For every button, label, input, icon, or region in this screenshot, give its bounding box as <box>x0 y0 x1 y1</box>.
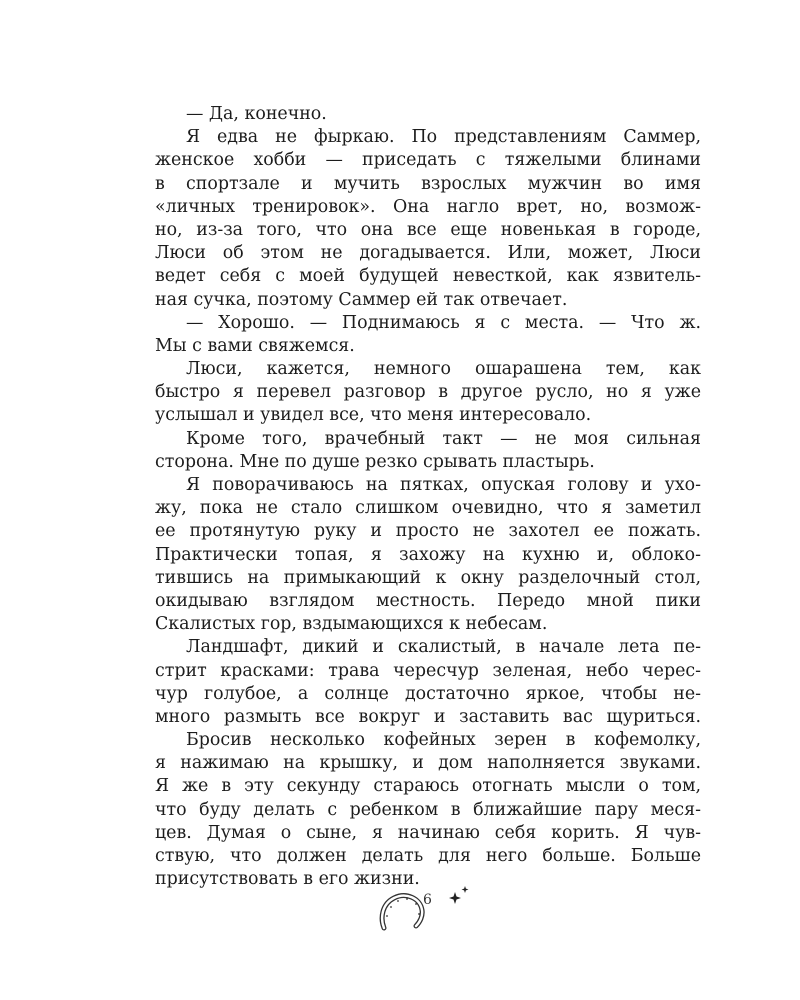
text-line: Я же в эту секунду стараюсь отогнать мысли о том, <box>155 776 701 797</box>
text-line: чур голубое, а солнце достаточно яркое, чтобы не- <box>155 683 701 704</box>
text-line: Скалистых гор, вздымающихся к небесам. <box>155 614 548 635</box>
text-line: Бросив несколько кофейных зерен в кофемолку, <box>186 730 701 751</box>
text-line: Люси, кажется, немного ошарашена тем, как <box>186 359 701 380</box>
text-line: — Да, конечно. <box>186 104 327 124</box>
page-text <box>155 103 701 891</box>
text-line: много размыть все вокруг и заставить вас щуриться. <box>155 706 701 727</box>
text-line: жу, пока не стало слишком очевидно, что я заметил <box>155 498 701 519</box>
text-line: ведет себя с моей будущей невесткой, как язвитель- <box>155 266 701 287</box>
sparkles-icon <box>446 884 474 908</box>
text-line: Я поворачиваюсь на пятках, опуская голову и ухо- <box>186 475 701 495</box>
text-line: Мы с вами свяжемся. <box>155 335 355 356</box>
page-number: 6 <box>423 892 432 908</box>
text-line: ствую, что должен делать для него больше. Больше <box>155 846 701 866</box>
text-line: Ландшафт, дикий и скалистый, в начале лета пе- <box>186 637 701 658</box>
text-line: женское хобби — приседать с тяжелыми блинами <box>155 150 701 171</box>
text-line: я нажимаю на крышку, и дом наполняется звуками. <box>155 753 701 774</box>
text-line: ная сучка, поэтому Саммер ей так отвечает. <box>155 289 568 310</box>
text-line: но, из-за того, что она все еще новенькая в городе, <box>155 219 701 240</box>
text-line: Кроме того, врачебный такт — не моя сильная <box>186 428 701 449</box>
text-line: что буду делать с ребенком в ближайшие пару меся- <box>155 799 701 820</box>
text-line: цев. Думая о сыне, я начинаю себя корить. Я чув- <box>155 822 701 843</box>
text-line: тившись на примыкающий к окну разделочный стол, <box>155 567 701 588</box>
text-line: — Хорошо. — Поднимаюсь я с места. — Что ж. <box>186 312 701 333</box>
text-line: услышал и увидел все, что меня интересовало. <box>155 405 592 426</box>
text-line: сторона. Мне по душе резко срывать пластырь. <box>155 451 595 472</box>
horseshoe-icon <box>376 888 426 936</box>
text-line: окидываю взглядом местность. Передо мной пики <box>155 590 701 611</box>
text-line: Я едва не фыркаю. По представлениям Саммер, <box>186 127 701 148</box>
text-line: стрит красками: трава чересчур зеленая, небо черес- <box>155 660 701 681</box>
text-line: быстро я перевел разговор в другое русло, но я уже <box>155 382 701 403</box>
text-line: присутствовать в его жизни. <box>155 869 420 890</box>
text-line: ее протянутую руку и просто не захотел ее пожать. <box>155 521 701 542</box>
text-line: Практически топая, я захожу на кухню и, облоко- <box>155 544 701 565</box>
text-line: «личных тренировок». Она нагло врет, но, возмож- <box>155 196 701 217</box>
text-line: в спортзале и мучить взрослых мужчин во имя <box>155 173 701 194</box>
text-line: Люси об этом не догадывается. Или, может, Люси <box>155 243 701 264</box>
page-footer <box>370 880 490 940</box>
